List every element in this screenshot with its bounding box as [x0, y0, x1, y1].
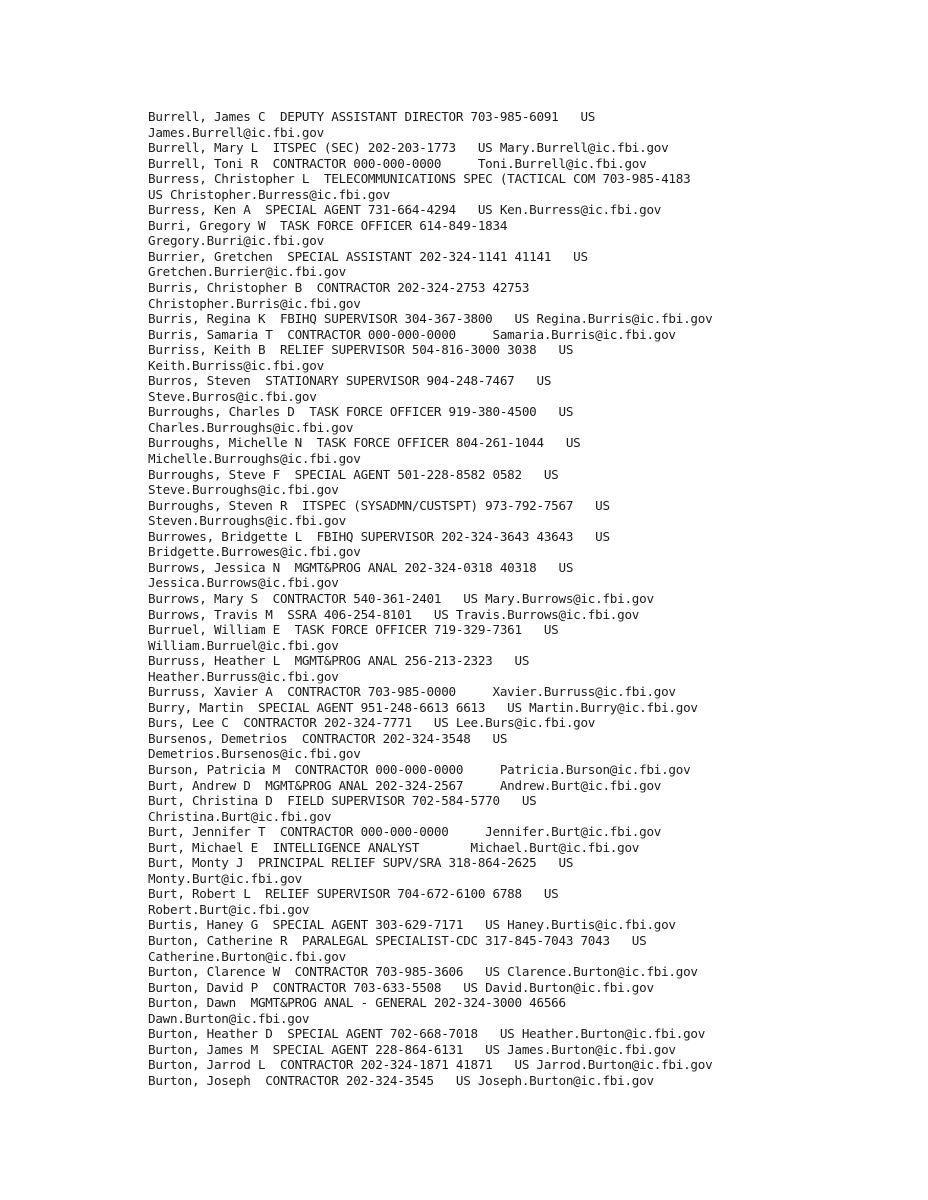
directory-line: Burrell, James C DEPUTY ASSISTANT DIRECTOR 703-985-6091 US	[148, 109, 596, 124]
directory-line: Robert.Burt@ic.fbi.gov	[148, 901, 310, 917]
directory-line: Burton, Catherine R PARALEGAL SPECIALIST-CDC 317-845-7043 7043 US	[148, 932, 647, 948]
directory-line: Monty.Burt@ic.fbi.gov	[148, 870, 302, 886]
directory-line: Bursenos, Demetrios CONTRACTOR 202-324-3548 US	[148, 730, 508, 746]
directory-line: Burroughs, Steve F SPECIAL AGENT 501-228-8582 0582 US	[148, 466, 559, 482]
directory-line: Burruel, William E TASK FORCE OFFICER 719-329-7361 US	[148, 622, 559, 638]
directory-line: Steve.Burroughs@ic.fbi.gov	[148, 482, 339, 498]
directory-line: US Christopher.Burress@ic.fbi.gov	[148, 186, 390, 202]
directory-line: Burton, Joseph CONTRACTOR 202-324-3545 US Joseph.Burton@ic.fbi.gov	[148, 1072, 654, 1088]
directory-line: Burt, Andrew D MGMT&PROG ANAL 202-324-2567 Andrew.Burt@ic.fbi.gov	[148, 777, 662, 793]
directory-line: Burrows, Travis M SSRA 406-254-8101 US Travis.Burrows@ic.fbi.gov	[148, 606, 640, 622]
directory-line: Heather.Burruss@ic.fbi.gov	[148, 668, 339, 684]
directory-line: Dawn.Burton@ic.fbi.gov	[148, 1010, 310, 1026]
directory-line: Charles.Burroughs@ic.fbi.gov	[148, 419, 354, 435]
directory-line: Catherine.Burton@ic.fbi.gov	[148, 948, 346, 964]
directory-line: Burroughs, Charles D TASK FORCE OFFICER 919-380-4500 US	[148, 404, 574, 420]
directory-line: Michelle.Burroughs@ic.fbi.gov	[148, 451, 361, 467]
directory-line: Burri, Gregory W TASK FORCE OFFICER 614-849-1834	[148, 217, 508, 233]
directory-line: Steven.Burroughs@ic.fbi.gov	[148, 513, 346, 529]
directory-line: Burress, Ken A SPECIAL AGENT 731-664-4294 US Ken.Burress@ic.fbi.gov	[148, 202, 662, 218]
directory-line: Burrell, Mary L ITSPEC (SEC) 202-203-1773 US Mary.Burrell@ic.fbi.gov	[148, 140, 669, 156]
directory-line: Burroughs, Michelle N TASK FORCE OFFICER 804-261-1044 US	[148, 435, 581, 451]
directory-line: Burris, Regina K FBIHQ SUPERVISOR 304-367-3800 US Regina.Burris@ic.fbi.gov	[148, 311, 713, 327]
directory-line: Burroughs, Steven R ITSPEC (SYSADMN/CUSTSPT) 973-792-7567 US	[148, 497, 610, 513]
directory-line: Steve.Burros@ic.fbi.gov	[148, 388, 317, 404]
directory-line: Burrell, Toni R CONTRACTOR 000-000-0000 Toni.Burrell@ic.fbi.gov	[148, 155, 647, 171]
directory-line: Christopher.Burris@ic.fbi.gov	[148, 295, 361, 311]
directory-line: Burton, David P CONTRACTOR 703-633-5508 US David.Burton@ic.fbi.gov	[148, 979, 654, 995]
directory-line: Burrows, Mary S CONTRACTOR 540-361-2401 US Mary.Burrows@ic.fbi.gov	[148, 590, 654, 606]
directory-line: Burton, James M SPECIAL AGENT 228-864-6131 US James.Burton@ic.fbi.gov	[148, 1041, 676, 1057]
directory-line: Christina.Burt@ic.fbi.gov	[148, 808, 332, 824]
directory-line: Gregory.Burri@ic.fbi.gov	[148, 233, 324, 249]
directory-line: Keith.Burriss@ic.fbi.gov	[148, 357, 324, 373]
directory-line: Burt, Jennifer T CONTRACTOR 000-000-0000 Jennifer.Burt@ic.fbi.gov	[148, 824, 662, 840]
directory-line: Burton, Dawn MGMT&PROG ANAL - GENERAL 202-324-3000 46566	[148, 995, 566, 1011]
directory-line: Jessica.Burrows@ic.fbi.gov	[148, 575, 339, 591]
directory-line: Burt, Christina D FIELD SUPERVISOR 702-584-5770 US	[148, 793, 537, 809]
directory-line: Burt, Monty J PRINCIPAL RELIEF SUPV/SRA 318-864-2625 US	[148, 855, 574, 871]
directory-line: Gretchen.Burrier@ic.fbi.gov	[148, 264, 346, 280]
directory-line: Burry, Martin SPECIAL AGENT 951-248-6613 6613 US Martin.Burry@ic.fbi.gov	[148, 699, 698, 715]
directory-line: Burress, Christopher L TELECOMMUNICATIONS SPEC (TACTICAL COM 703-985-4183	[148, 171, 691, 187]
directory-line: Burton, Jarrod L CONTRACTOR 202-324-1871 41871 US Jarrod.Burton@ic.fbi.gov	[148, 1057, 713, 1073]
directory-line: Burtis, Haney G SPECIAL AGENT 303-629-7171 US Haney.Burtis@ic.fbi.gov	[148, 917, 676, 933]
directory-line: Burrier, Gretchen SPECIAL ASSISTANT 202-324-1141 41141 US	[148, 248, 588, 264]
directory-line: Burt, Robert L RELIEF SUPERVISOR 704-672-6100 6788 US	[148, 886, 559, 902]
directory-line: Burruss, Heather L MGMT&PROG ANAL 256-213-2323 US	[148, 653, 530, 669]
directory-listing	[148, 109, 908, 1088]
directory-line: Burs, Lee C CONTRACTOR 202-324-7771 US Lee.Burs@ic.fbi.gov	[148, 715, 596, 731]
directory-line: Burruss, Xavier A CONTRACTOR 703-985-0000 Xavier.Burruss@ic.fbi.gov	[148, 684, 676, 700]
directory-line: Burt, Michael E INTELLIGENCE ANALYST Michael.Burt@ic.fbi.gov	[148, 839, 640, 855]
directory-line: Burton, Clarence W CONTRACTOR 703-985-3606 US Clarence.Burton@ic.fbi.gov	[148, 964, 698, 980]
directory-line: Burris, Christopher B CONTRACTOR 202-324-2753 42753	[148, 280, 530, 296]
directory-line: Burton, Heather D SPECIAL AGENT 702-668-7018 US Heather.Burton@ic.fbi.gov	[148, 1026, 706, 1042]
directory-line: Burriss, Keith B RELIEF SUPERVISOR 504-816-3000 3038 US	[148, 342, 574, 358]
directory-line: Burros, Steven STATIONARY SUPERVISOR 904-248-7467 US	[148, 373, 552, 389]
directory-line: James.Burrell@ic.fbi.gov	[148, 124, 324, 140]
directory-line: Demetrios.Bursenos@ic.fbi.gov	[148, 746, 361, 762]
directory-line: Bridgette.Burrowes@ic.fbi.gov	[148, 544, 361, 560]
directory-line: Burrowes, Bridgette L FBIHQ SUPERVISOR 202-324-3643 43643 US	[148, 528, 610, 544]
directory-line: Burrows, Jessica N MGMT&PROG ANAL 202-324-0318 40318 US	[148, 559, 574, 575]
directory-line: William.Burruel@ic.fbi.gov	[148, 637, 339, 653]
directory-line: Burson, Patricia M CONTRACTOR 000-000-0000 Patricia.Burson@ic.fbi.gov	[148, 761, 691, 777]
directory-line: Burris, Samaria T CONTRACTOR 000-000-0000 Samaria.Burris@ic.fbi.gov	[148, 326, 676, 342]
